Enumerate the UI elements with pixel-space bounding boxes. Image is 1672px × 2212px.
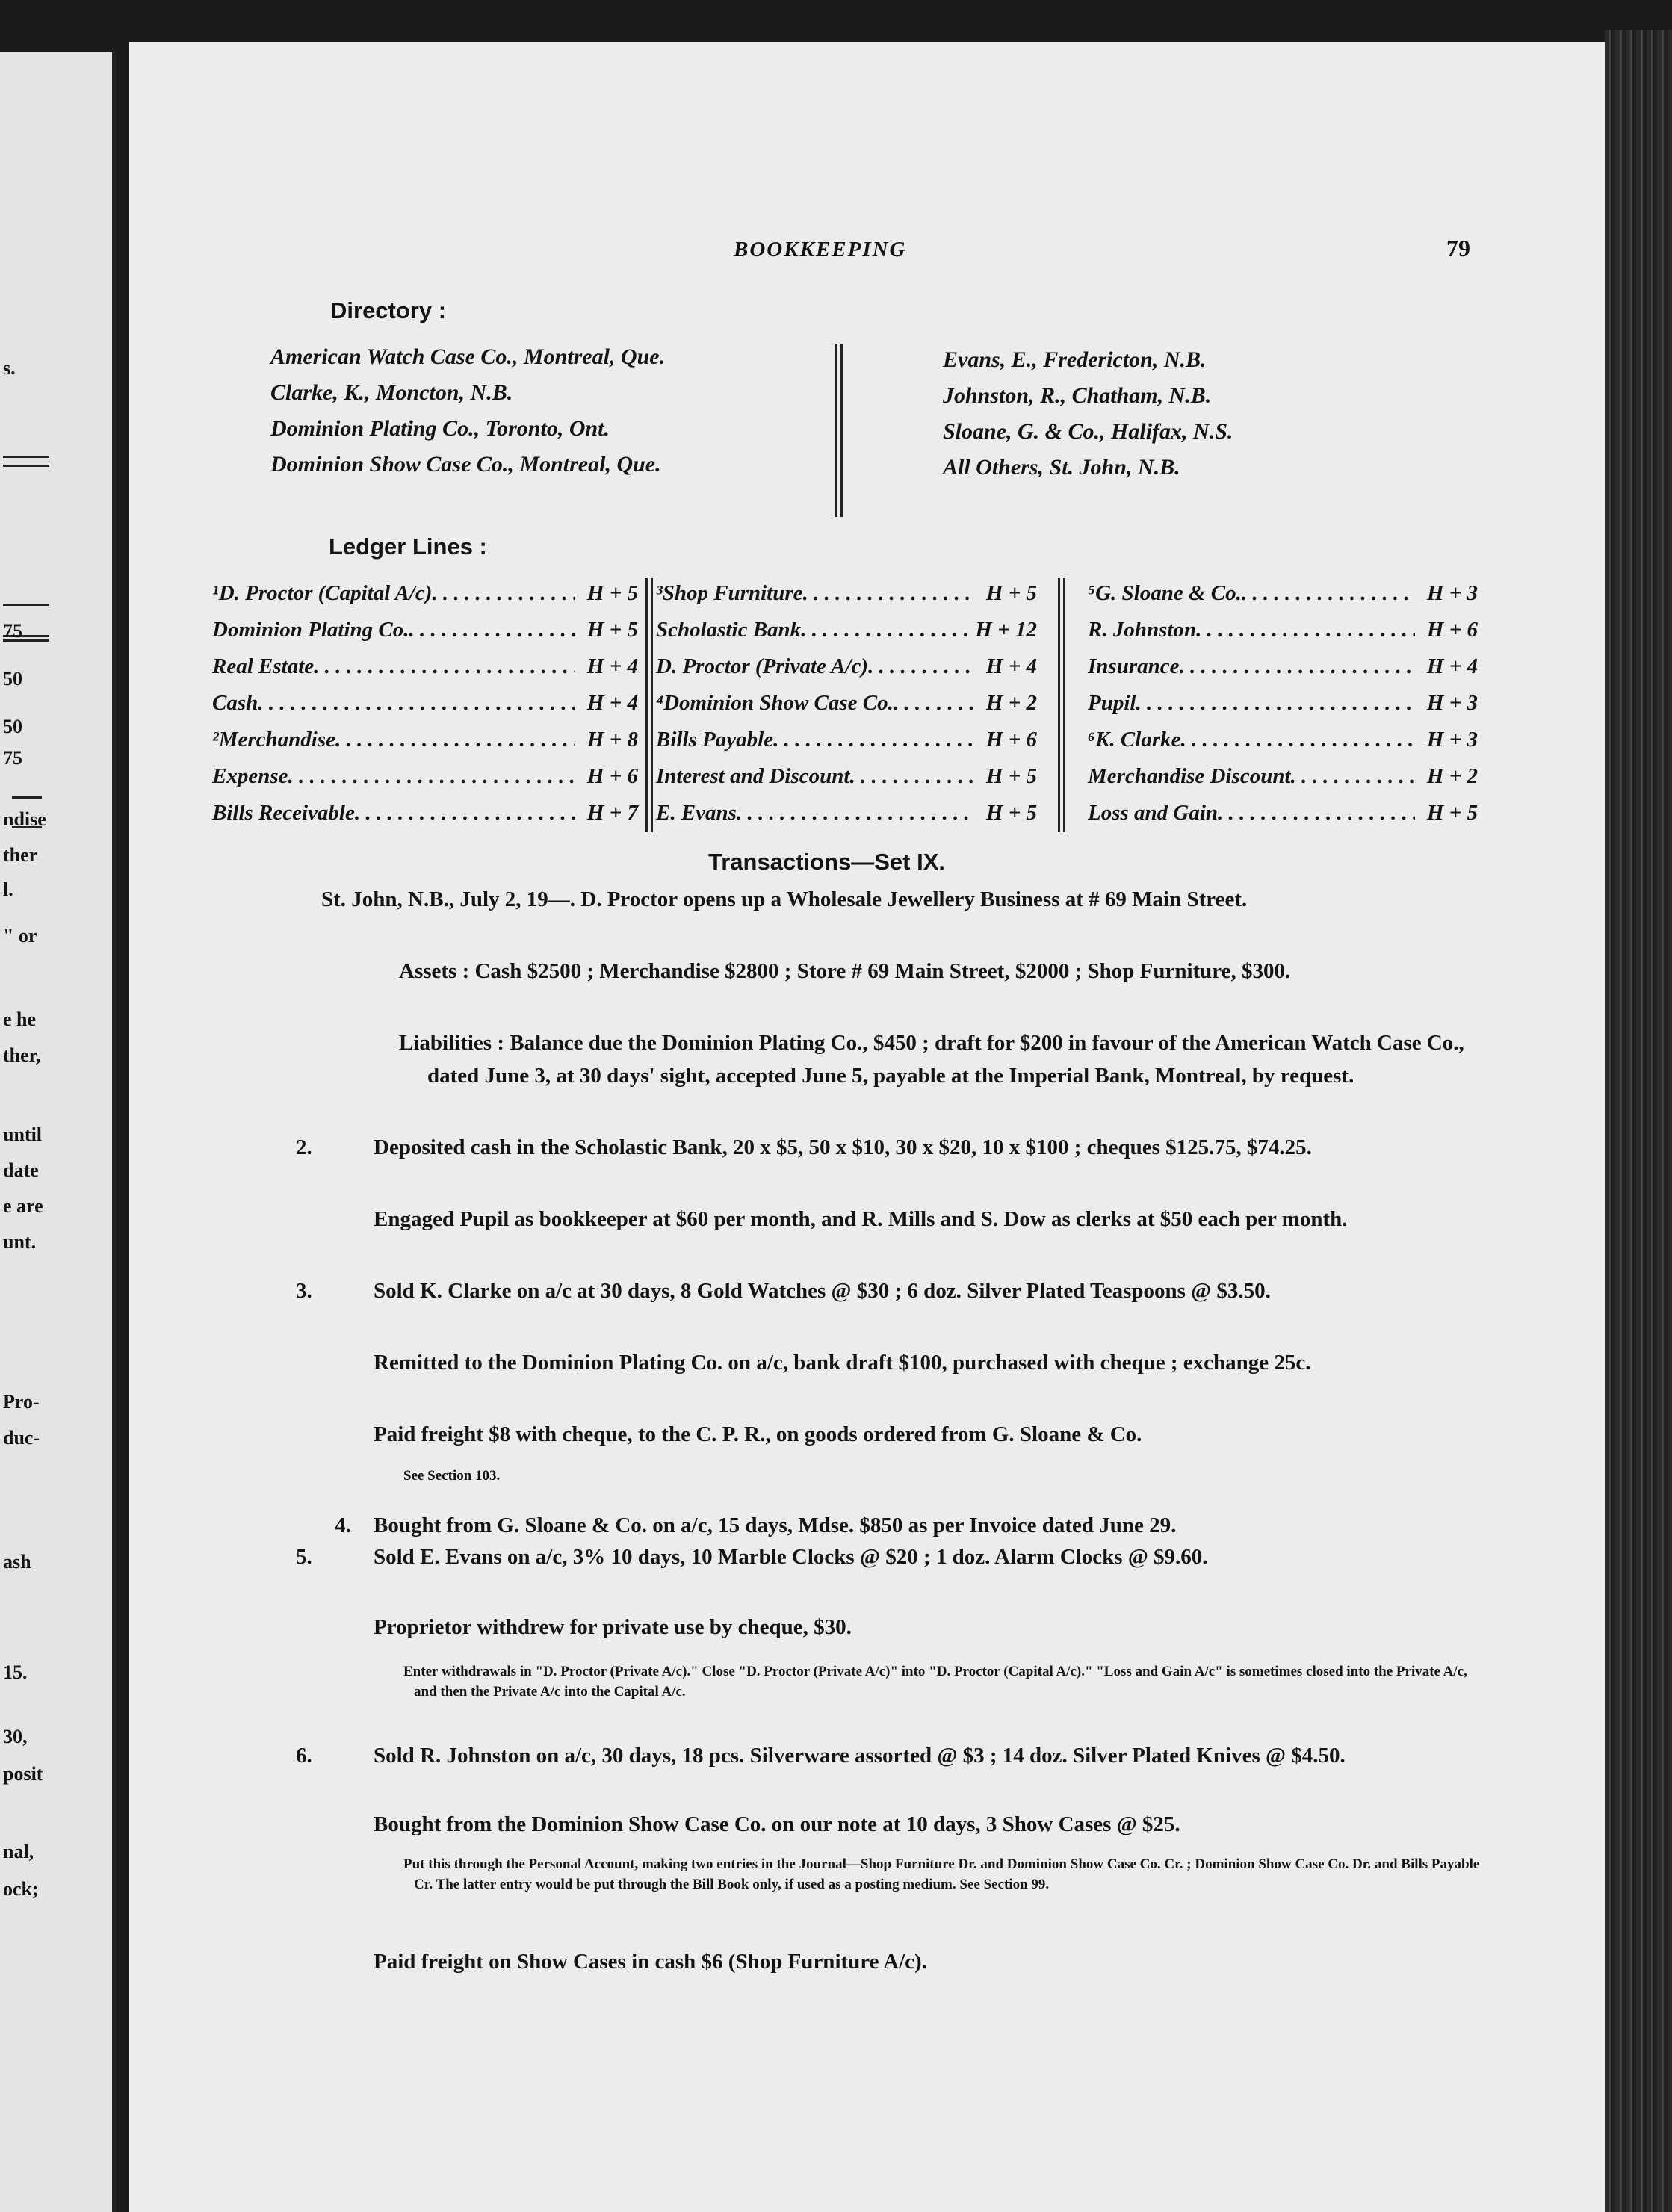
transaction-text: Sold E. Evans on a/c, 3% 10 days, 10 Marble Clocks @ $20 ; 1 doz. Alarm Clocks @ $9.60.	[374, 1545, 1208, 1569]
facing-page-rule	[3, 604, 49, 606]
ledger-page-ref: H + 4	[1426, 654, 1478, 678]
ledger-line	[656, 612, 1037, 648]
ledger-page-ref: H + 4	[586, 654, 638, 678]
ledger-account-name: Pupil	[1088, 691, 1136, 715]
transaction-2	[296, 1131, 1526, 1164]
facing-page-rule	[3, 465, 49, 467]
ledger-line	[656, 758, 1037, 795]
ledger-page-ref: H + 2	[1426, 764, 1478, 788]
ledger-line	[656, 722, 1037, 758]
transaction-text: Sold R. Johnston on a/c, 30 days, 18 pcs. Silverware assorted @ $3 ; 14 doz. Silver Plated Knives @ $4.50.	[374, 1744, 1346, 1768]
ledger-page-ref: H + 2	[985, 691, 1037, 715]
ledger-account-name: E. Evans	[656, 801, 737, 825]
ledger-line	[1088, 575, 1478, 612]
ledger-page-ref: H + 6	[1426, 618, 1478, 642]
ledger-account-name: Expense	[212, 764, 288, 788]
directory-entry: Sloane, G. & Co., Halifax, N.S.	[943, 419, 1233, 444]
facing-page-fragment: posit	[3, 1763, 43, 1785]
facing-page-fragment: ash	[3, 1551, 31, 1573]
ledger-account-name: D. Proctor (Private A/c)	[656, 654, 869, 678]
leader-dots	[314, 648, 575, 685]
transaction-text: Sold K. Clarke on a/c at 30 days, 8 Gold Watches @ $30 ; 6 doz. Silver Plated Teaspoons @ $3.50.	[374, 1279, 1271, 1303]
leader-dots	[288, 758, 576, 795]
facing-page-fragment: 15.	[3, 1661, 28, 1683]
facing-page-fragment: 75	[3, 620, 22, 642]
facing-page-fragment: 75	[3, 747, 22, 769]
directory-entry: Evans, E., Fredericton, N.B.	[943, 347, 1207, 372]
section-reference-note: See Section 103.	[403, 1468, 501, 1484]
ledger-account-name: Scholastic Bank	[656, 618, 802, 642]
ledger-page-ref: H + 5	[985, 581, 1037, 605]
transaction-number: 5.	[296, 1545, 312, 1569]
ledger-account-name: Cash	[212, 691, 258, 715]
leader-dots	[432, 575, 575, 612]
transaction-number: 6.	[296, 1744, 312, 1768]
ledger-line	[1088, 648, 1478, 685]
facing-page-fragment: " or	[3, 925, 37, 947]
transaction-6	[296, 1739, 1526, 1772]
leader-dots	[1242, 575, 1415, 612]
ledger-line	[212, 685, 638, 722]
ledger-account-name: ⁵G. Sloane & Co.	[1088, 581, 1242, 605]
facing-page-fragment: 50	[3, 716, 22, 737]
directory-entry: Dominion Plating Co., Toronto, Ont.	[270, 416, 610, 441]
leader-dots	[1180, 648, 1416, 685]
leader-dots	[894, 685, 974, 722]
directory-divider	[840, 344, 843, 517]
ledger-account-name: Merchandise Discount	[1088, 764, 1291, 788]
running-title: BOOKKEEPING	[734, 238, 907, 261]
ledger-line	[1088, 795, 1478, 831]
transaction-1-assets: Assets : Cash $2500 ; Merchandise $2800 ; Store # 69 Main Street, $2000 ; Shop Furniture, $300.	[399, 959, 1291, 983]
directory-entry: American Watch Case Co., Montreal, Que.	[270, 344, 666, 369]
ledger-account-name: ¹D. Proctor (Capital A/c)	[212, 581, 433, 605]
ledger-line	[656, 575, 1037, 612]
transaction-5	[296, 1540, 1526, 1573]
directory-entry: Dominion Show Case Co., Montreal, Que.	[270, 452, 661, 477]
leader-dots	[409, 612, 575, 648]
personal-account-note: Put this through the Personal Account, making two entries in the Journal—Shop Furniture Dr. and Dominion Show Case Co. Cr. ; Dominion Show Case Co. Dr. and Bills Payable Cr. The latter entry would be put through the Bill Book only, if used as a posting medium. See Section 99.	[403, 1856, 1480, 1892]
facing-page-rule	[3, 456, 49, 458]
ledger-line	[1088, 685, 1478, 722]
ledger-line	[1088, 722, 1478, 758]
ledger-account-name: ⁴Dominion Show Case Co.	[656, 691, 894, 715]
ledger-page-ref: H + 6	[985, 728, 1037, 752]
directory-right-column	[943, 342, 1233, 486]
directory-divider	[835, 344, 837, 517]
facing-page-fragment: 30,	[3, 1726, 28, 1747]
ledger-line	[212, 648, 638, 685]
ledger-line	[212, 575, 638, 612]
ledger-account-name: ²Merchandise	[212, 728, 335, 752]
directory-heading: Directory :	[330, 297, 447, 323]
ledger-page-ref: H + 3	[1426, 691, 1478, 715]
transaction-3-freight: Paid freight $8 with cheque, to the C. P. R., on goods ordered from G. Sloane & Co.	[374, 1422, 1142, 1446]
facing-page-edge	[0, 52, 117, 2212]
transaction-number: 4.	[335, 1514, 351, 1537]
transaction-1-liabilities: Liabilities : Balance due the Dominion Plating Co., $450 ; draft for $200 in favour of the American Watch Case Co., dated June 3, at 30 days' sight, accepted June 5, payable at the Imperial Bank, Montreal, by request.	[399, 1031, 1464, 1088]
leader-dots	[1136, 685, 1415, 722]
ledger-divider	[651, 578, 653, 832]
leader-dots	[801, 612, 974, 648]
leader-dots	[773, 722, 974, 758]
ledger-account-name: ⁶K. Clarke	[1088, 728, 1181, 752]
transaction-4	[335, 1509, 1487, 1542]
ledger-account-name: R. Johnston	[1088, 618, 1197, 642]
ledger-line	[212, 612, 638, 648]
leader-dots	[1291, 758, 1415, 795]
facing-page-fragment: Pro-	[3, 1391, 40, 1413]
leader-dots	[737, 795, 974, 831]
facing-page-fragment: e he	[3, 1009, 37, 1030]
ledger-page-ref: H + 5	[985, 764, 1037, 788]
ledger-account-name: ³Shop Furniture	[656, 581, 803, 605]
transaction-text: Deposited cash in the Scholastic Bank, 20 x $5, 50 x $10, 30 x $20, 10 x $100 ; cheques $125.75, $74.25.	[374, 1136, 1312, 1159]
ledger-account-name: Bills Payable	[656, 728, 774, 752]
ledger-page-ref: H + 12	[975, 618, 1037, 642]
ledger-line	[656, 648, 1037, 685]
ledger-account-name: Bills Receivable	[212, 801, 355, 825]
facing-page-fragment: ock;	[3, 1878, 39, 1900]
ledger-page-ref: H + 6	[586, 764, 638, 788]
directory-entry: All Others, St. John, N.B.	[943, 455, 1180, 480]
ledger-account-name: Real Estate	[212, 654, 315, 678]
facing-page-fragment: 50	[3, 668, 22, 690]
leader-dots	[803, 575, 975, 612]
transaction-2-note: Engaged Pupil as bookkeeper at $60 per month, and R. Mills and S. Dow as clerks at $50 each per month.	[374, 1207, 1348, 1231]
leader-dots	[868, 648, 974, 685]
ledger-account-name: Insurance	[1088, 654, 1180, 678]
facing-page-fragment: date	[3, 1159, 39, 1181]
ledger-page-ref: H + 5	[985, 801, 1037, 825]
ledger-line	[1088, 758, 1478, 795]
facing-page-fragment: l.	[3, 879, 13, 900]
withdrawal-note: Enter withdrawals in "D. Proctor (Private A/c)." Close "D. Proctor (Private A/c)" into "D. Proctor (Capital A/c)." "Loss and Gain A/c" is sometimes closed into the Private A/c, and then the Private A/c into the Capital A/c.	[403, 1664, 1467, 1700]
ledger-account-name: Dominion Plating Co.	[212, 618, 409, 642]
ledger-page-ref: H + 3	[1426, 581, 1478, 605]
leader-dots	[355, 795, 575, 831]
transaction-number: 2.	[296, 1136, 312, 1159]
ledger-account-name: Loss and Gain	[1088, 801, 1219, 825]
ledger-line	[656, 685, 1037, 722]
ledger-line	[212, 758, 638, 795]
transaction-1: St. John, N.B., July 2, 19—. D. Proctor opens up a Wholesale Jewellery Business at # 69 Main Street.	[321, 887, 1248, 911]
transaction-6-purchase: Bought from the Dominion Show Case Co. on our note at 10 days, 3 Show Cases @ $25.	[374, 1812, 1180, 1836]
ledger-page-ref: H + 3	[1426, 728, 1478, 752]
leader-dots	[258, 685, 575, 722]
leader-dots	[1196, 612, 1415, 648]
ledger-divider	[1058, 578, 1060, 832]
ledger-divider	[1063, 578, 1065, 832]
transaction-text: Bought from G. Sloane & Co. on a/c, 15 days, Mdse. $850 as per Invoice dated June 29.	[374, 1514, 1177, 1537]
facing-page-fragment: duc-	[3, 1427, 40, 1449]
facing-page-fragment: ther,	[3, 1044, 41, 1066]
facing-page-fragment: ther	[3, 844, 38, 866]
ledger-page-ref: H + 5	[586, 618, 638, 642]
book-spine	[1605, 30, 1672, 2212]
ledger-line	[212, 795, 638, 831]
ledger-line	[1088, 612, 1478, 648]
transaction-number: 3.	[296, 1279, 312, 1303]
transaction-6-freight: Paid freight on Show Cases in cash $6 (Shop Furniture A/c).	[374, 1950, 927, 1974]
ledger-page-ref: H + 8	[586, 728, 638, 752]
ledger-column-2	[656, 575, 1037, 831]
directory-entry: Johnston, R., Chatham, N.B.	[943, 383, 1212, 408]
facing-page-fragment: e are	[3, 1195, 43, 1217]
ledger-account-name: Interest and Discount	[656, 764, 850, 788]
ledger-divider	[645, 578, 648, 832]
ledger-column-3	[1088, 575, 1478, 831]
leader-dots	[1180, 722, 1415, 758]
leader-dots	[1218, 795, 1415, 831]
ledger-heading: Ledger Lines :	[329, 533, 487, 560]
ledger-page-ref: H + 4	[985, 654, 1037, 678]
facing-page-fragment: until	[3, 1124, 43, 1145]
transaction-3	[296, 1274, 1526, 1307]
facing-page-fragment: unt.	[3, 1231, 37, 1253]
leader-dots	[849, 758, 974, 795]
ledger-column-1	[212, 575, 638, 831]
ledger-line	[656, 795, 1037, 831]
transaction-5-withdrawal: Proprietor withdrew for private use by cheque, $30.	[374, 1615, 852, 1639]
book-page	[129, 42, 1605, 2212]
facing-page-fragment: nal,	[3, 1841, 34, 1862]
facing-page-fragment: ndise	[3, 808, 46, 830]
directory-left-column	[270, 339, 665, 483]
directory-entry: Clarke, K., Moncton, N.B.	[270, 380, 513, 405]
facing-page-fragment: s.	[3, 357, 16, 379]
transaction-3-remittance: Remitted to the Dominion Plating Co. on a/c, bank draft $100, purchased with cheque ; exchange 25c.	[374, 1351, 1311, 1375]
transactions-heading: Transactions—Set IX.	[708, 849, 945, 875]
ledger-page-ref: H + 7	[586, 801, 638, 825]
ledger-page-ref: H + 5	[586, 581, 638, 605]
leader-dots	[335, 722, 575, 758]
page-number: 79	[1446, 235, 1470, 261]
ledger-page-ref: H + 5	[1426, 801, 1478, 825]
facing-page-rule	[12, 796, 42, 799]
ledger-page-ref: H + 4	[586, 691, 638, 715]
ledger-line	[212, 722, 638, 758]
